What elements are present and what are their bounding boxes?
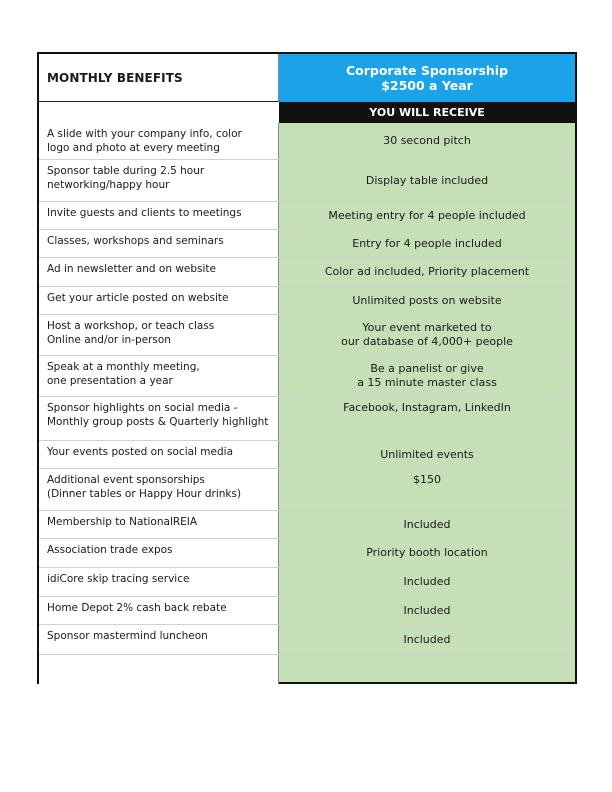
table-row (39, 397, 575, 441)
value-cell (279, 441, 575, 468)
benefit-cell (39, 230, 279, 257)
benefit-text: Membership to NationalREIA (47, 516, 198, 528)
benefit-text: idiCore skip tracing service (47, 573, 190, 585)
table-row (39, 202, 575, 230)
value-text: Included (403, 575, 451, 588)
value-text: Your event marketed to (362, 321, 492, 334)
value-text: Included (403, 603, 451, 617)
table-row (39, 356, 575, 397)
table-row (39, 315, 575, 356)
empty-row (39, 655, 575, 684)
value-cell (279, 625, 575, 654)
benefit-cell (39, 258, 279, 286)
value-text: $150 (413, 473, 441, 486)
benefit-cell (39, 597, 279, 624)
table-row (39, 230, 575, 258)
value-cell (279, 230, 575, 257)
benefit-cell (39, 469, 279, 510)
value-text: Priority booth location (366, 546, 488, 559)
value-text: Unlimited posts on website (352, 293, 502, 307)
header-monthly-benefits: MONTHLY BENEFITS (39, 54, 279, 102)
value-text: Unlimited events (380, 447, 474, 461)
benefit-cell (39, 123, 279, 159)
table-row (39, 160, 575, 202)
value-cell (279, 511, 575, 538)
benefit-text: logo and photo at every meeting (47, 142, 220, 154)
value-cell (279, 258, 575, 286)
table-row (39, 123, 575, 160)
benefit-cell (39, 511, 279, 538)
table-row (39, 625, 575, 655)
benefit-text: Additional event sponsorships (47, 474, 205, 486)
benefit-text: Invite guests and clients to meetings (47, 207, 242, 219)
table-row (39, 469, 575, 511)
benefit-cell (39, 539, 279, 567)
benefit-text: Online and/or in-person (47, 334, 171, 346)
value-cell (279, 202, 575, 229)
value-cell (279, 568, 575, 596)
value-text: our database of 4,000+ people (341, 335, 513, 348)
benefit-text: Monthly group posts & Quarterly highlight (47, 416, 269, 428)
sponsorship-title: Corporate Sponsorship (345, 63, 509, 78)
value-cell (279, 469, 575, 510)
value-text: Display table included (365, 173, 489, 187)
benefit-cell (39, 655, 279, 684)
table-row (39, 597, 575, 625)
benefit-text: one presentation a year (47, 375, 173, 387)
benefit-text: Host a workshop, or teach class (47, 320, 215, 332)
table-row (39, 287, 575, 315)
benefit-text: Classes, workshops and seminars (47, 235, 224, 247)
benefit-cell (39, 625, 279, 654)
benefit-text: Sponsor highlights on social media - (47, 402, 238, 414)
benefit-text: A slide with your company info, color (47, 128, 242, 140)
value-cell (279, 597, 575, 624)
benefit-cell (39, 441, 279, 468)
you-will-receive-bar: YOU WILL RECEIVE (279, 102, 575, 123)
value-text: Entry for 4 people included (352, 236, 502, 250)
value-text: Facebook, Instagram, LinkedIn (343, 401, 511, 414)
table-row (39, 511, 575, 539)
benefits-table (37, 52, 577, 684)
benefit-cell (39, 202, 279, 229)
benefit-text: (Dinner tables or Happy Hour drinks) (47, 488, 242, 500)
benefit-cell (39, 568, 279, 596)
benefit-cell (39, 160, 279, 201)
value-text: Included (403, 517, 451, 531)
benefit-text: Speak at a monthly meeting, (47, 361, 200, 373)
table-row (39, 258, 575, 287)
value-cell (279, 397, 575, 440)
value-text: Meeting entry for 4 people included (328, 208, 526, 222)
table-row (39, 539, 575, 568)
benefit-cell (39, 397, 279, 440)
benefit-text: networking/happy hour (47, 179, 170, 191)
benefit-text: Sponsor mastermind luncheon (47, 630, 208, 642)
value-cell (279, 287, 575, 314)
header-corporate-sponsorship (279, 54, 575, 102)
benefit-text: Your events posted on social media (47, 446, 234, 458)
benefit-cell (39, 287, 279, 314)
benefit-cell (39, 315, 279, 355)
value-text: Be a panelist or give (370, 362, 484, 375)
value-cell (279, 315, 575, 355)
value-cell (279, 539, 575, 567)
value-text: Color ad included, Priority placement (324, 265, 530, 278)
value-cell (279, 160, 575, 201)
value-cell (279, 356, 575, 396)
value-text: 30 second pitch (383, 134, 471, 147)
sponsorship-price: $2500 a Year (381, 78, 473, 93)
value-cell (279, 655, 575, 684)
benefit-text: Get your article posted on website (47, 292, 229, 304)
benefit-cell (39, 356, 279, 396)
benefit-text: Ad in newsletter and on website (47, 263, 216, 275)
table-row (39, 441, 575, 469)
value-cell (279, 123, 575, 159)
value-text: Included (403, 632, 451, 646)
benefit-text: Home Depot 2% cash back rebate (47, 602, 227, 614)
benefit-text: Sponsor table during 2.5 hour (47, 165, 205, 177)
benefit-text: Association trade expos (47, 544, 173, 556)
value-text: a 15 minute master class (357, 376, 497, 389)
table-row (39, 568, 575, 597)
